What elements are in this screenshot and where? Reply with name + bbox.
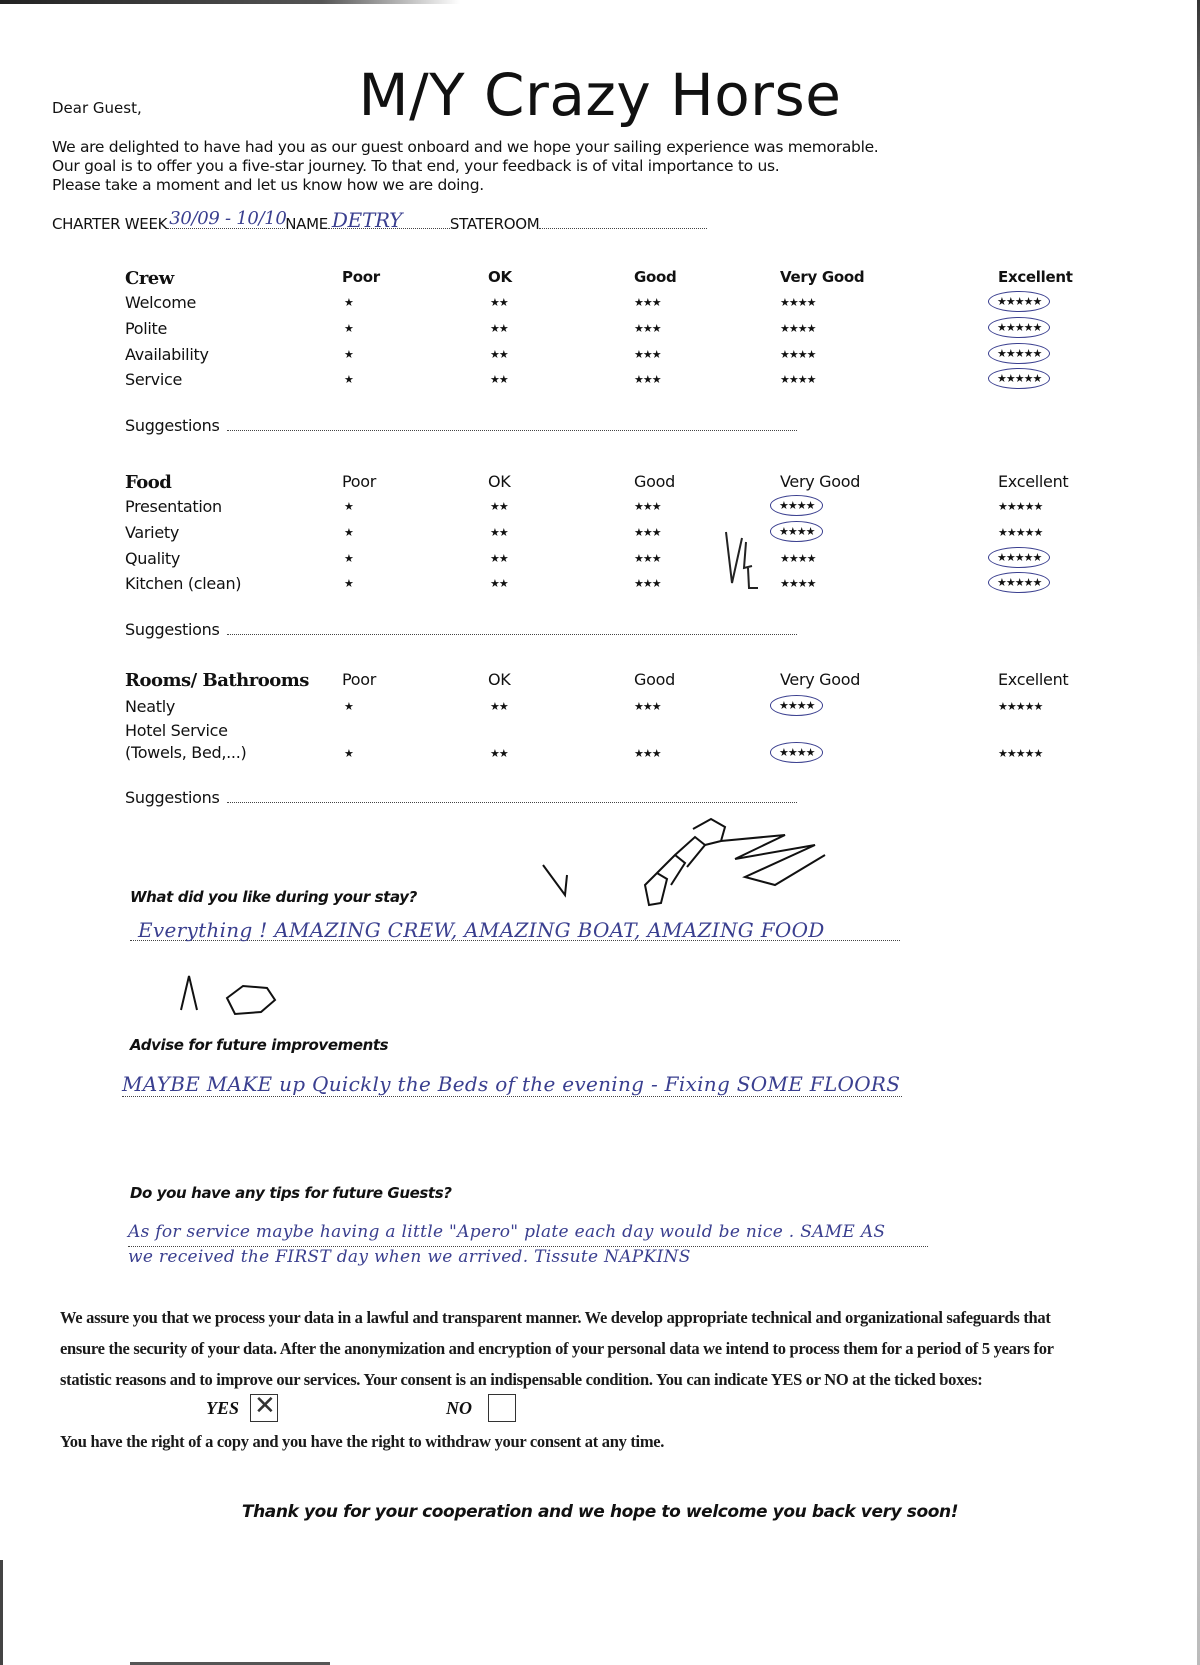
rating-option[interactable]: ★★ [490,700,508,713]
column-good: Good [634,670,675,689]
suggestions-label: Suggestions [125,620,220,639]
rating-option[interactable]: ★ [344,322,353,335]
rating-option-selected[interactable]: ★★★★★ [988,317,1050,338]
question-tips: Do you have any tips for future Guests? [130,1184,452,1202]
column-excellent: Excellent [998,472,1069,491]
suggestions-line[interactable] [125,620,797,639]
intro-line: We are delighted to have had you as our guest onboard and we hope your sailing experience was memorable. [52,138,879,156]
advise-answer: MAYBE MAKE up Quickly the Beds of the evening - Fixing SOME FLOORS [122,1072,901,1096]
advise-answer-field[interactable] [122,1096,902,1097]
rating-option-selected[interactable]: ★★★★★ [988,368,1050,389]
suggestions-field[interactable] [227,622,797,635]
rating-option[interactable]: ★★★ [634,500,661,513]
rating-row [0,319,1200,343]
column-poor: Poor [342,472,377,491]
rating-option[interactable]: ★ [344,500,353,513]
column-good: Good [634,268,677,286]
scan-edge-top [0,0,460,4]
rating-item-label: Kitchen (clean) [125,574,242,593]
column-poor: Poor [342,670,377,689]
check-x-icon: ✕ [254,1391,276,1421]
suggestions-field[interactable] [227,790,797,803]
rating-row [0,345,1200,369]
rating-option[interactable]: ★ [344,373,353,386]
rating-item-label-line: (Towels, Bed,...) [125,743,247,762]
rating-option[interactable]: ★★★ [634,373,661,386]
rating-option-selected[interactable]: ★★★★★ [988,572,1050,593]
rating-option[interactable]: ★ [344,577,353,590]
rating-option[interactable]: ★★★ [634,747,661,760]
consent-no-label: NO [446,1398,472,1418]
section-header [0,670,1200,694]
suggestions-line[interactable] [125,788,797,807]
liked-answer: Everything ! AMAZING CREW, AMAZING BOAT, AMAZING FOOD [138,918,825,942]
rating-option[interactable]: ★★ [490,373,508,386]
rating-item-label [125,720,246,764]
rating-option[interactable]: ★★★ [634,577,661,590]
handwritten-check-mark [722,528,772,598]
rating-option-selected[interactable]: ★★★★ [770,521,823,542]
name-value: DETRY [331,208,403,232]
suggestions-field[interactable] [227,418,797,431]
charter-week-value: 30/09 - 10/10 [169,208,287,229]
rating-option[interactable]: ★★★★ [780,577,816,590]
privacy-line: We assure you that we process your data in a lawful and transparent manner. We develop appropriate technical and organizational safeguards that [60,1308,1051,1327]
rating-option-selected[interactable]: ★★★★★ [988,291,1050,312]
rating-option[interactable]: ★★ [490,747,508,760]
rating-row [0,370,1200,394]
rating-option[interactable]: ★★★ [634,700,661,713]
rating-option-selected[interactable]: ★★★★ [770,742,823,763]
rating-option[interactable]: ★★ [490,348,508,361]
charter-week-field[interactable] [167,208,287,229]
tips-answer-line-1: As for service maybe having a little "Apero" plate each day would be nice . SAME AS [128,1222,886,1242]
handwritten-doodle [535,815,845,925]
column-good: Good [634,472,675,491]
greeting: Dear Guest, [52,99,142,117]
column-excellent: Excellent [998,670,1069,689]
stateroom-label: STATEROOM [449,215,540,233]
rating-option[interactable]: ★★★ [634,552,661,565]
section-title: Food [125,472,172,493]
rating-item-label: Quality [125,549,181,568]
rating-option[interactable]: ★ [344,552,353,565]
rating-row [0,549,1200,573]
question-liked: What did you like during your stay? [130,888,417,906]
scan-edge-left [0,1560,3,1665]
rating-row [0,697,1200,721]
rating-option[interactable]: ★★ [490,577,508,590]
rating-option[interactable]: ★★ [490,552,508,565]
rating-option[interactable]: ★ [344,348,353,361]
rating-option-selected[interactable]: ★★★★★ [988,547,1050,568]
column-very-good: Very Good [780,670,861,689]
section-title: Rooms/ Bathrooms [125,670,309,691]
rating-option[interactable]: ★★★★ [780,296,816,309]
data-privacy-notice [60,1302,1150,1395]
suggestions-line[interactable] [125,416,797,435]
rating-option[interactable]: ★★★★★ [998,526,1043,539]
rating-item-label: Presentation [125,497,222,516]
rights-notice: You have the right of a copy and you have the right to withdraw your consent at any time. [60,1432,665,1451]
privacy-line: ensure the security of your data. After the anonymization and encryption of your personal data we intend to process them for a period of 5 years for [60,1339,1054,1358]
name-field[interactable] [328,208,450,232]
column-ok: OK [488,268,512,286]
rating-option-selected[interactable]: ★★★★ [770,695,823,716]
stateroom-field[interactable] [539,216,707,229]
rating-option[interactable]: ★★ [490,500,508,513]
column-very-good: Very Good [780,268,865,286]
rating-row [0,497,1200,521]
column-ok: OK [488,670,511,689]
rating-option[interactable]: ★ [344,526,353,539]
rating-item-label: Variety [125,523,180,542]
column-excellent: Excellent [998,268,1073,286]
intro-line: Please take a moment and let us know how we are doing. [52,176,484,194]
intro-paragraph [52,138,878,195]
rating-option[interactable]: ★★★★ [780,373,816,386]
rating-row [0,523,1200,547]
rating-option[interactable]: ★★★★ [780,552,816,565]
rating-option[interactable]: ★★★ [634,296,661,309]
handwritten-doodle [175,970,295,1025]
consent-no-checkbox[interactable] [488,1394,516,1422]
rating-row [0,574,1200,598]
question-advise: Advise for future improvements [130,1036,389,1054]
column-poor: Poor [342,268,380,286]
rating-option[interactable]: ★★★★★ [998,700,1043,713]
rating-option[interactable]: ★★★★ [780,322,816,335]
charter-week-label: CHARTER WEEK [52,215,168,233]
rating-option[interactable]: ★ [344,296,353,309]
rating-item-label: Service [125,370,183,389]
rating-option[interactable]: ★ [344,700,353,713]
rating-item-label-line: Hotel Service [125,721,228,740]
column-ok: OK [488,472,511,491]
rating-option-selected[interactable]: ★★★★★ [988,343,1050,364]
rating-item-label: Polite [125,319,168,338]
rating-option[interactable]: ★★ [490,322,508,335]
rating-option[interactable]: ★★★ [634,526,661,539]
document-title: M/Y Crazy Horse [358,60,842,129]
consent-yes-checkbox[interactable] [250,1391,278,1422]
rating-option[interactable]: ★★★★★ [998,747,1043,760]
rating-option[interactable]: ★★★ [634,322,661,335]
rating-option-selected[interactable]: ★★★★ [770,495,823,516]
section-title: Crew [125,268,174,289]
rating-option[interactable]: ★★★★★ [998,500,1043,513]
rating-option[interactable]: ★★★ [634,348,661,361]
rating-item-label: Welcome [125,293,197,312]
section-header [0,472,1200,496]
suggestions-label: Suggestions [125,788,220,807]
rating-option[interactable]: ★★ [490,526,508,539]
name-label: NAME [285,215,328,233]
intro-line: Our goal is to offer you a five-star journey. To that end, your feedback is of vital importance to us. [52,157,780,175]
privacy-line: statistic reasons and to improve our services. Your consent is an indispensable condition. You can indicate YES or NO at the ticked boxes: [60,1370,983,1389]
rating-item-label: Neatly [125,697,176,716]
closing-thanks: Thank you for your cooperation and we hope to welcome you back very soon! [241,1502,959,1522]
rating-option[interactable]: ★★★★ [780,348,816,361]
rating-option[interactable]: ★ [344,747,353,760]
rating-item-label: Availability [125,345,209,364]
rating-row [0,721,1200,768]
section-header [0,268,1200,292]
consent-yes-label: YES [206,1398,240,1418]
rating-row [0,293,1200,317]
charter-fields-row [52,208,707,233]
column-very-good: Very Good [780,472,861,491]
suggestions-label: Suggestions [125,416,220,435]
tips-answer-line-2: we received the FIRST day when we arrived. Tissute NAPKINS [128,1247,691,1267]
rating-option[interactable]: ★★ [490,296,508,309]
